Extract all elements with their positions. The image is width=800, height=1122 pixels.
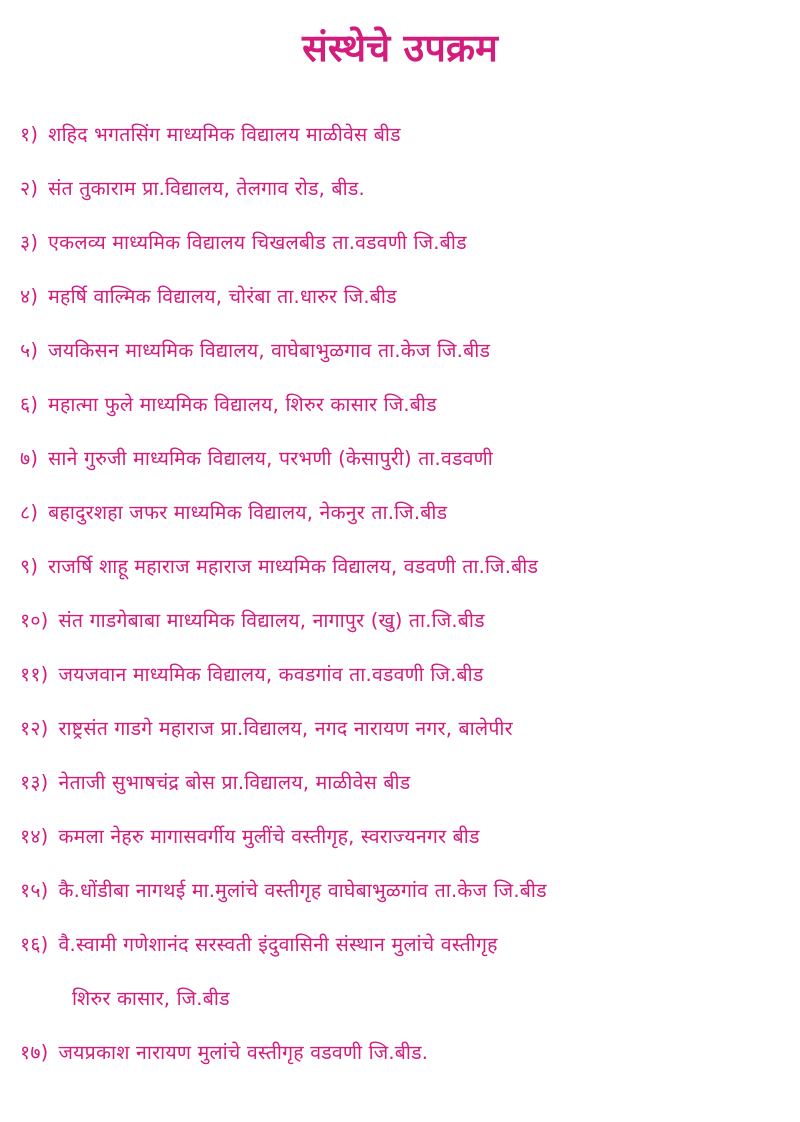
item-text: राजर्षि शाहू महाराज महाराज माध्यमिक विद्यालय, वडवणी ता.जि.बीड [48,555,539,578]
item-text: जयप्रकाश नारायण मुलांचे वस्तीगृह वडवणी जि.बीड. [58,1041,429,1064]
item-number: ८) [20,501,39,524]
item-text: कै.धोंडीबा नागथई मा.मुलांचे वस्तीगृह वाघेबाभुळगांव ता.केज जि.बीड [58,879,547,902]
item-number: २) [20,177,39,200]
list-item [20,378,795,432]
list-item [20,540,795,594]
item-text-continuation: शिरुर कासार, जि.बीड [72,987,230,1010]
item-text: साने गुरुजी माध्यमिक विद्यालय, परभणी (केसापुरी) ता.वडवणी [48,447,494,470]
list-item [20,108,795,162]
item-number: ९) [20,555,39,578]
item-text: बहादुरशहा जफर माध्यमिक विद्यालय, नेकनुर ता.जि.बीड [48,501,448,524]
list-item [20,324,795,378]
item-text: नेताजी सुभाषचंद्र बोस प्रा.विद्यालय, माळीवेस बीड [58,771,411,794]
list-item [20,864,795,918]
list-item [20,702,795,756]
item-number: १५) [20,879,49,902]
item-text: महात्मा फुले माध्यमिक विद्यालय, शिरुर कासार जि.बीड [48,393,437,416]
item-number: १४) [20,825,49,848]
list-item [20,216,795,270]
item-number: १२) [20,717,49,740]
list-item [20,162,795,216]
item-number: ५) [20,339,39,362]
item-text: वै.स्वामी गणेशानंद सरस्वती इंदुवासिनी संस्थान मुलांचे वस्तीगृह [58,933,498,956]
item-number: ३) [20,231,39,254]
item-number: ११) [20,663,49,686]
item-number: ७) [20,447,39,470]
list-item [20,918,795,1026]
institution-list [20,108,795,1080]
item-number: ६) [20,393,39,416]
item-text: महर्षि वाल्मिक विद्यालय, चोरंबा ता.धारुर जि.बीड [48,285,397,308]
item-number: १७) [20,1041,49,1064]
item-number: १) [20,123,39,146]
list-item [20,594,795,648]
item-text: राष्ट्रसंत गाडगे महाराज प्रा.विद्यालय, नगद नारायण नगर, बालेपीर [58,717,513,740]
list-item [20,648,795,702]
page-title: संस्थेचे उपक्रम [302,25,498,70]
item-text: संत गाडगेबाबा माध्यमिक विद्यालय, नागापुर (खु) ता.जि.बीड [58,609,485,632]
list-item [20,756,795,810]
item-text: जयकिसन माध्यमिक विद्यालय, वाघेबाभुळगाव ता.केज जि.बीड [48,339,491,362]
item-text: कमला नेहरु मागासवर्गीय मुलींचे वस्तीगृह, स्वराज्यनगर बीड [58,825,480,848]
item-text: जयजवान माध्यमिक विद्यालय, कवडगांव ता.वडवणी जि.बीड [58,663,484,686]
list-item [20,1026,795,1080]
item-number: ४) [20,285,39,308]
item-number: १०) [20,609,49,632]
item-text: शहिद भगतसिंग माध्यमिक विद्यालय माळीवेस बीड [48,123,401,146]
item-number: १३) [20,771,49,794]
item-text: एकलव्य माध्यमिक विद्यालय चिखलबीड ता.वडवणी जि.बीड [48,231,467,254]
list-item [20,270,795,324]
item-number: १६) [20,933,49,956]
list-item [20,810,795,864]
item-text: संत तुकाराम प्रा.विद्यालय, तेलगाव रोड, बीड. [48,177,365,200]
list-item [20,432,795,486]
list-item [20,486,795,540]
